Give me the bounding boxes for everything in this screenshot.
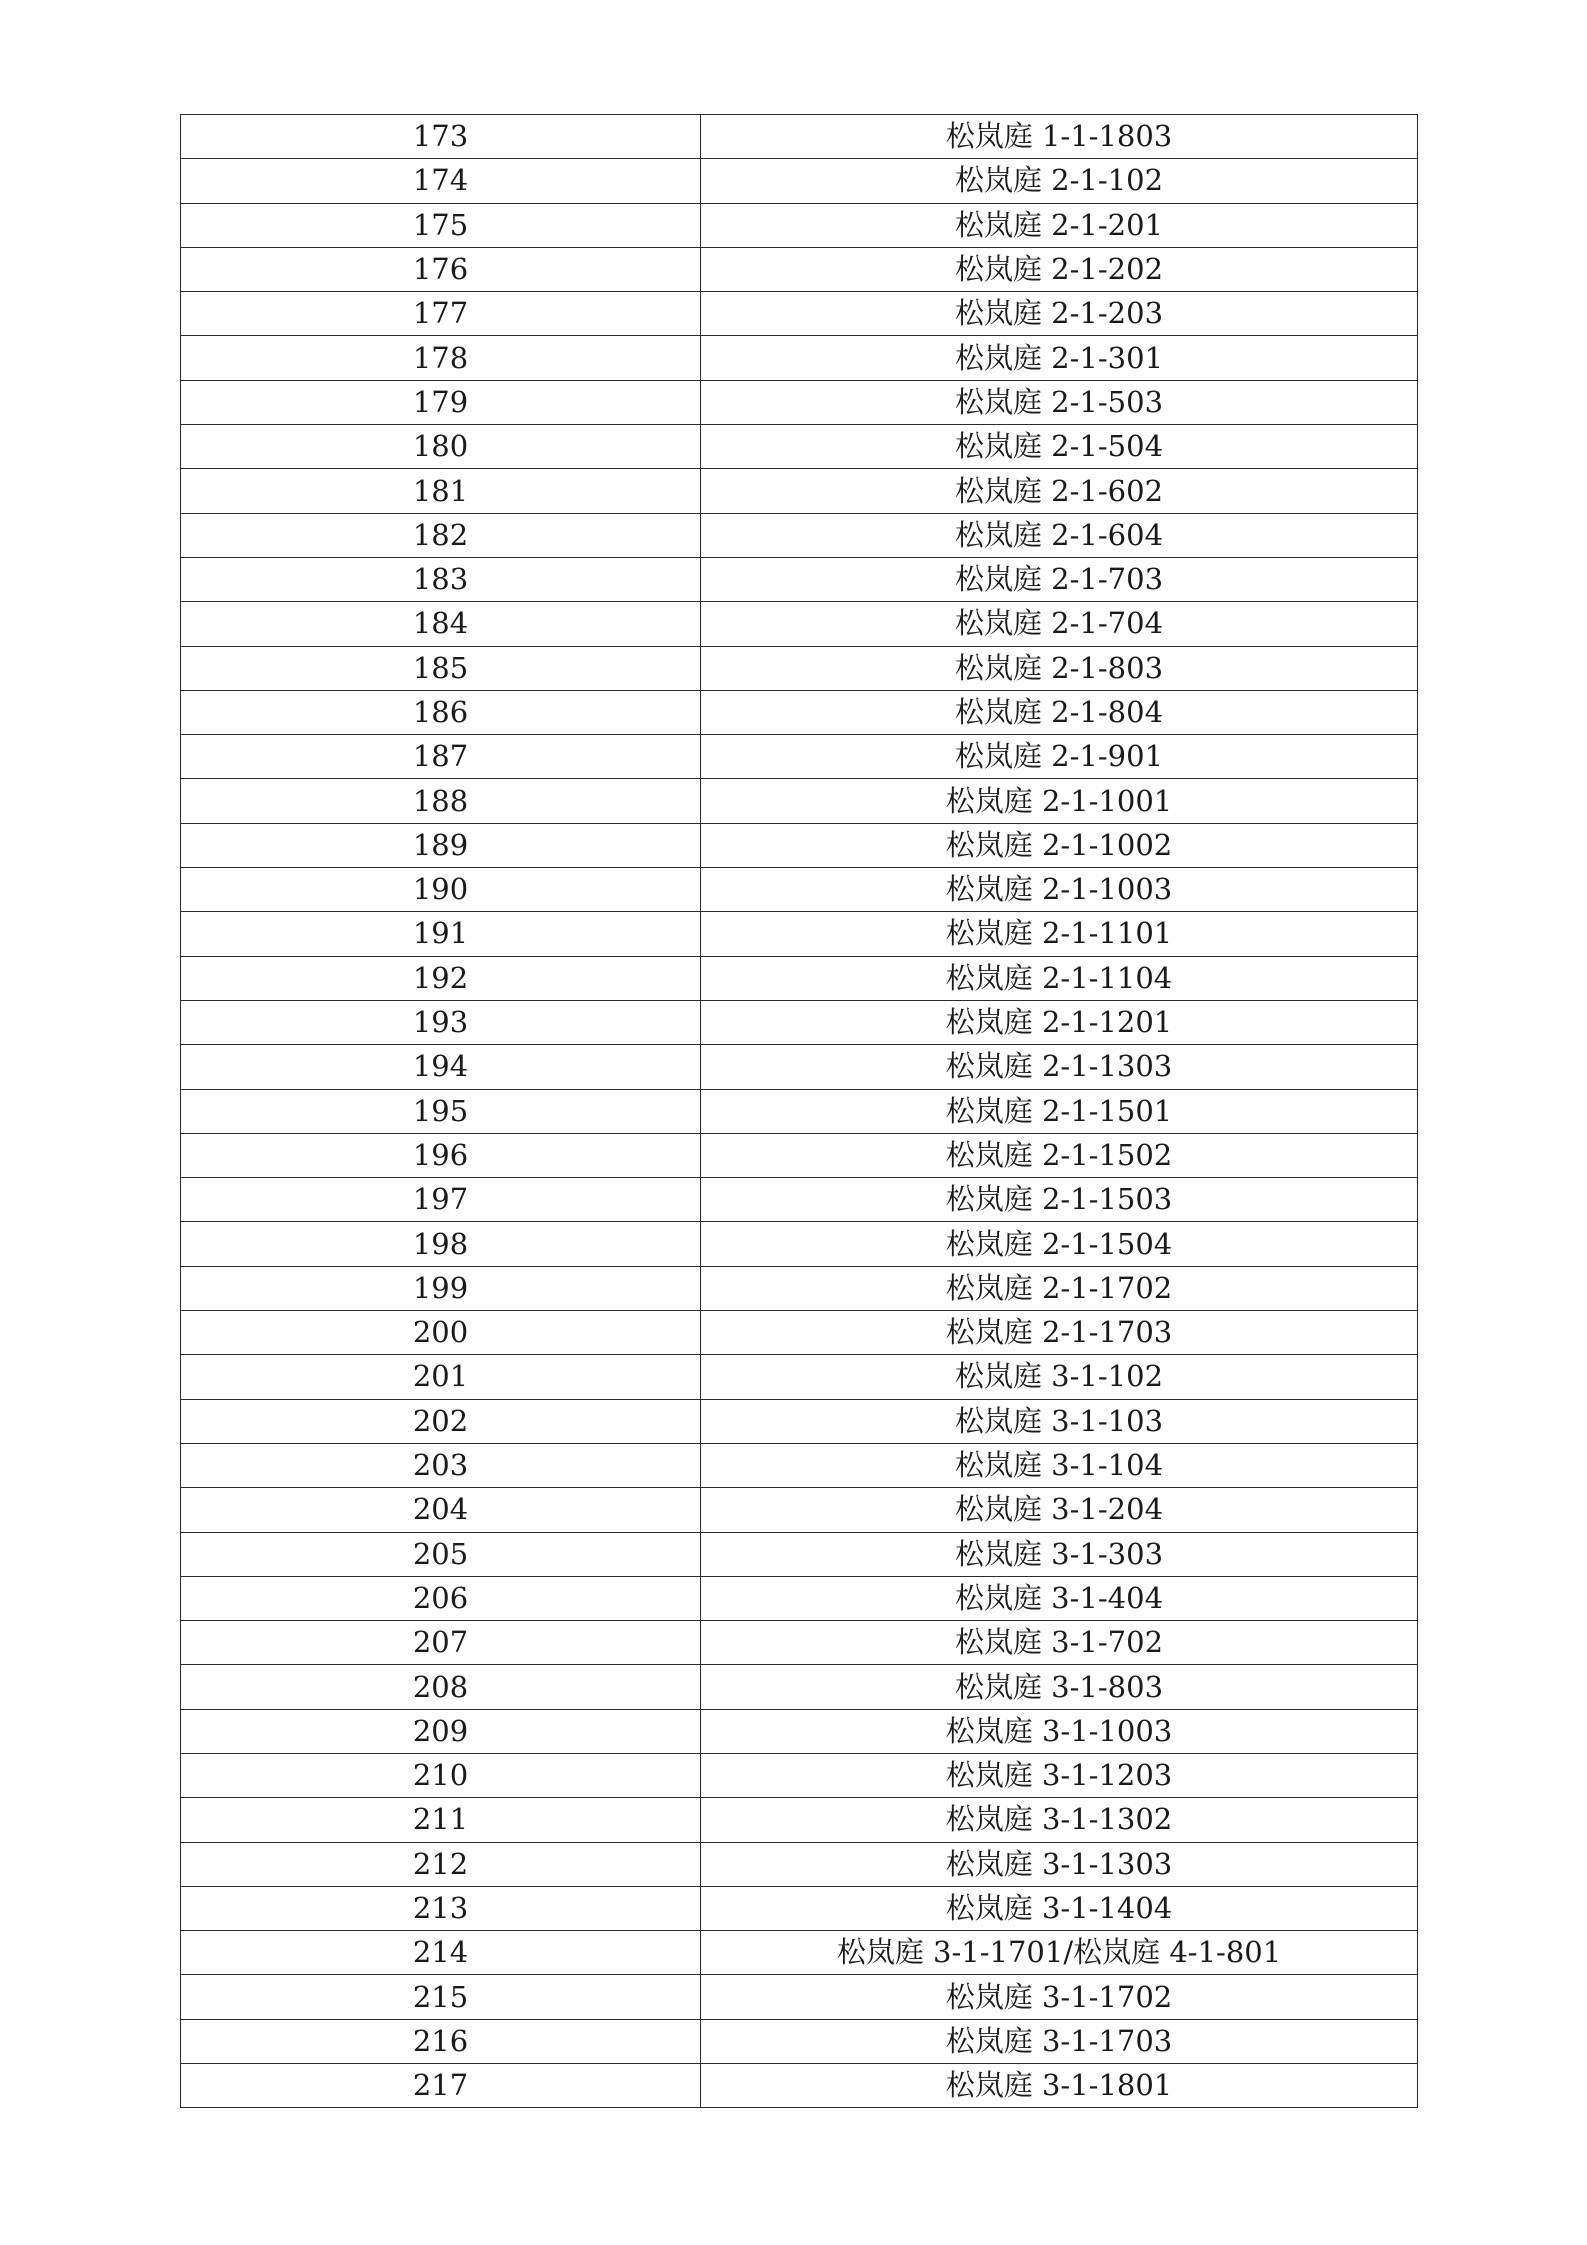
table-row	[181, 690, 1418, 734]
table-row	[181, 1399, 1418, 1443]
table-row	[181, 1842, 1418, 1886]
unit-address-cell: 松岚庭 2-1-1001	[701, 779, 1418, 823]
table-row	[181, 336, 1418, 380]
row-number-cell: 195	[181, 1089, 701, 1133]
row-number-cell: 198	[181, 1222, 701, 1266]
unit-address-cell: 松岚庭 2-1-604	[701, 513, 1418, 557]
row-number-cell: 180	[181, 425, 701, 469]
row-number-cell: 207	[181, 1621, 701, 1665]
table-row	[181, 1443, 1418, 1487]
unit-address-cell: 松岚庭 3-1-103	[701, 1399, 1418, 1443]
unit-address-cell: 松岚庭 3-1-1703	[701, 2019, 1418, 2063]
table-row	[181, 1709, 1418, 1753]
row-number-cell: 216	[181, 2019, 701, 2063]
table-row	[181, 159, 1418, 203]
row-number-cell: 202	[181, 1399, 701, 1443]
row-number-cell: 182	[181, 513, 701, 557]
unit-address-cell: 松岚庭 2-1-301	[701, 336, 1418, 380]
table-row	[181, 646, 1418, 690]
unit-address-cell: 松岚庭 2-1-1104	[701, 956, 1418, 1000]
unit-address-cell: 松岚庭 3-1-404	[701, 1576, 1418, 1620]
row-number-cell: 205	[181, 1532, 701, 1576]
row-number-cell: 176	[181, 247, 701, 291]
row-number-cell: 210	[181, 1753, 701, 1797]
row-number-cell: 173	[181, 115, 701, 159]
unit-address-cell: 松岚庭 2-1-504	[701, 425, 1418, 469]
row-number-cell: 186	[181, 690, 701, 734]
row-number-cell: 215	[181, 1975, 701, 2019]
table-row	[181, 1753, 1418, 1797]
unit-address-cell: 松岚庭 2-1-804	[701, 690, 1418, 734]
row-number-cell: 212	[181, 1842, 701, 1886]
unit-list-body	[181, 115, 1418, 2108]
row-number-cell: 206	[181, 1576, 701, 1620]
table-row	[181, 779, 1418, 823]
table-row	[181, 735, 1418, 779]
row-number-cell: 183	[181, 557, 701, 601]
row-number-cell: 196	[181, 1133, 701, 1177]
table-row	[181, 602, 1418, 646]
row-number-cell: 214	[181, 1931, 701, 1975]
unit-address-cell: 松岚庭 2-1-1101	[701, 912, 1418, 956]
table-row	[181, 513, 1418, 557]
unit-address-cell: 松岚庭 2-1-901	[701, 735, 1418, 779]
table-row	[181, 1000, 1418, 1044]
unit-address-cell: 松岚庭 2-1-1702	[701, 1266, 1418, 1310]
row-number-cell: 201	[181, 1355, 701, 1399]
table-row	[181, 1886, 1418, 1930]
unit-address-cell: 松岚庭 2-1-803	[701, 646, 1418, 690]
unit-address-cell: 松岚庭 3-1-702	[701, 1621, 1418, 1665]
row-number-cell: 209	[181, 1709, 701, 1753]
unit-address-cell: 松岚庭 3-1-803	[701, 1665, 1418, 1709]
table-row	[181, 1975, 1418, 2019]
unit-address-cell: 松岚庭 2-1-1501	[701, 1089, 1418, 1133]
row-number-cell: 187	[181, 735, 701, 779]
table-row	[181, 1133, 1418, 1177]
unit-address-cell: 松岚庭 2-1-1504	[701, 1222, 1418, 1266]
row-number-cell: 192	[181, 956, 701, 1000]
row-number-cell: 190	[181, 868, 701, 912]
table-row	[181, 1266, 1418, 1310]
row-number-cell: 188	[181, 779, 701, 823]
row-number-cell: 200	[181, 1311, 701, 1355]
table-row	[181, 2064, 1418, 2108]
table-row	[181, 469, 1418, 513]
unit-address-cell: 松岚庭 3-1-1801	[701, 2064, 1418, 2108]
table-row	[181, 956, 1418, 1000]
unit-address-cell: 松岚庭 2-1-1303	[701, 1045, 1418, 1089]
row-number-cell: 181	[181, 469, 701, 513]
unit-address-cell: 松岚庭 3-1-1303	[701, 1842, 1418, 1886]
unit-address-cell: 松岚庭 2-1-1003	[701, 868, 1418, 912]
table-row	[181, 557, 1418, 601]
row-number-cell: 211	[181, 1798, 701, 1842]
table-row	[181, 1089, 1418, 1133]
row-number-cell: 178	[181, 336, 701, 380]
unit-address-cell: 松岚庭 3-1-104	[701, 1443, 1418, 1487]
row-number-cell: 179	[181, 380, 701, 424]
unit-address-cell: 松岚庭 3-1-303	[701, 1532, 1418, 1576]
table-row	[181, 823, 1418, 867]
table-row	[181, 1311, 1418, 1355]
row-number-cell: 175	[181, 203, 701, 247]
table-row	[181, 1931, 1418, 1975]
unit-address-cell: 松岚庭 2-1-602	[701, 469, 1418, 513]
unit-address-cell: 松岚庭 3-1-1701/松岚庭 4-1-801	[701, 1931, 1418, 1975]
unit-address-cell: 松岚庭 2-1-1703	[701, 1311, 1418, 1355]
unit-address-cell: 松岚庭 2-1-704	[701, 602, 1418, 646]
row-number-cell: 194	[181, 1045, 701, 1089]
table-row	[181, 1355, 1418, 1399]
unit-address-cell: 松岚庭 1-1-1803	[701, 115, 1418, 159]
row-number-cell: 189	[181, 823, 701, 867]
table-row	[181, 1576, 1418, 1620]
table-row	[181, 1798, 1418, 1842]
table-row	[181, 1222, 1418, 1266]
table-row	[181, 203, 1418, 247]
unit-address-cell: 松岚庭 3-1-204	[701, 1488, 1418, 1532]
table-row	[181, 1488, 1418, 1532]
table-row	[181, 1045, 1418, 1089]
unit-address-cell: 松岚庭 2-1-1002	[701, 823, 1418, 867]
unit-address-cell: 松岚庭 2-1-102	[701, 159, 1418, 203]
row-number-cell: 217	[181, 2064, 701, 2108]
unit-address-cell: 松岚庭 2-1-1502	[701, 1133, 1418, 1177]
unit-address-cell: 松岚庭 3-1-1003	[701, 1709, 1418, 1753]
row-number-cell: 199	[181, 1266, 701, 1310]
table-row	[181, 380, 1418, 424]
table-row	[181, 1621, 1418, 1665]
table-row	[181, 1532, 1418, 1576]
row-number-cell: 191	[181, 912, 701, 956]
unit-address-cell: 松岚庭 3-1-1702	[701, 1975, 1418, 2019]
table-row	[181, 912, 1418, 956]
row-number-cell: 213	[181, 1886, 701, 1930]
table-row	[181, 1665, 1418, 1709]
row-number-cell: 185	[181, 646, 701, 690]
row-number-cell: 184	[181, 602, 701, 646]
row-number-cell: 203	[181, 1443, 701, 1487]
table-row	[181, 868, 1418, 912]
table-row	[181, 425, 1418, 469]
unit-address-cell: 松岚庭 3-1-102	[701, 1355, 1418, 1399]
unit-address-cell: 松岚庭 2-1-1201	[701, 1000, 1418, 1044]
table-row	[181, 1178, 1418, 1222]
table-row	[181, 247, 1418, 291]
row-number-cell: 208	[181, 1665, 701, 1709]
unit-address-cell: 松岚庭 3-1-1404	[701, 1886, 1418, 1930]
table-row	[181, 115, 1418, 159]
unit-address-cell: 松岚庭 3-1-1302	[701, 1798, 1418, 1842]
row-number-cell: 204	[181, 1488, 701, 1532]
row-number-cell: 197	[181, 1178, 701, 1222]
unit-address-cell: 松岚庭 2-1-203	[701, 292, 1418, 336]
row-number-cell: 193	[181, 1000, 701, 1044]
row-number-cell: 177	[181, 292, 701, 336]
unit-address-cell: 松岚庭 2-1-503	[701, 380, 1418, 424]
unit-address-cell: 松岚庭 2-1-201	[701, 203, 1418, 247]
table-row	[181, 292, 1418, 336]
unit-address-cell: 松岚庭 2-1-202	[701, 247, 1418, 291]
unit-address-cell: 松岚庭 2-1-703	[701, 557, 1418, 601]
row-number-cell: 174	[181, 159, 701, 203]
unit-address-cell: 松岚庭 3-1-1203	[701, 1753, 1418, 1797]
unit-list-table	[180, 114, 1418, 2108]
table-row	[181, 2019, 1418, 2063]
unit-address-cell: 松岚庭 2-1-1503	[701, 1178, 1418, 1222]
